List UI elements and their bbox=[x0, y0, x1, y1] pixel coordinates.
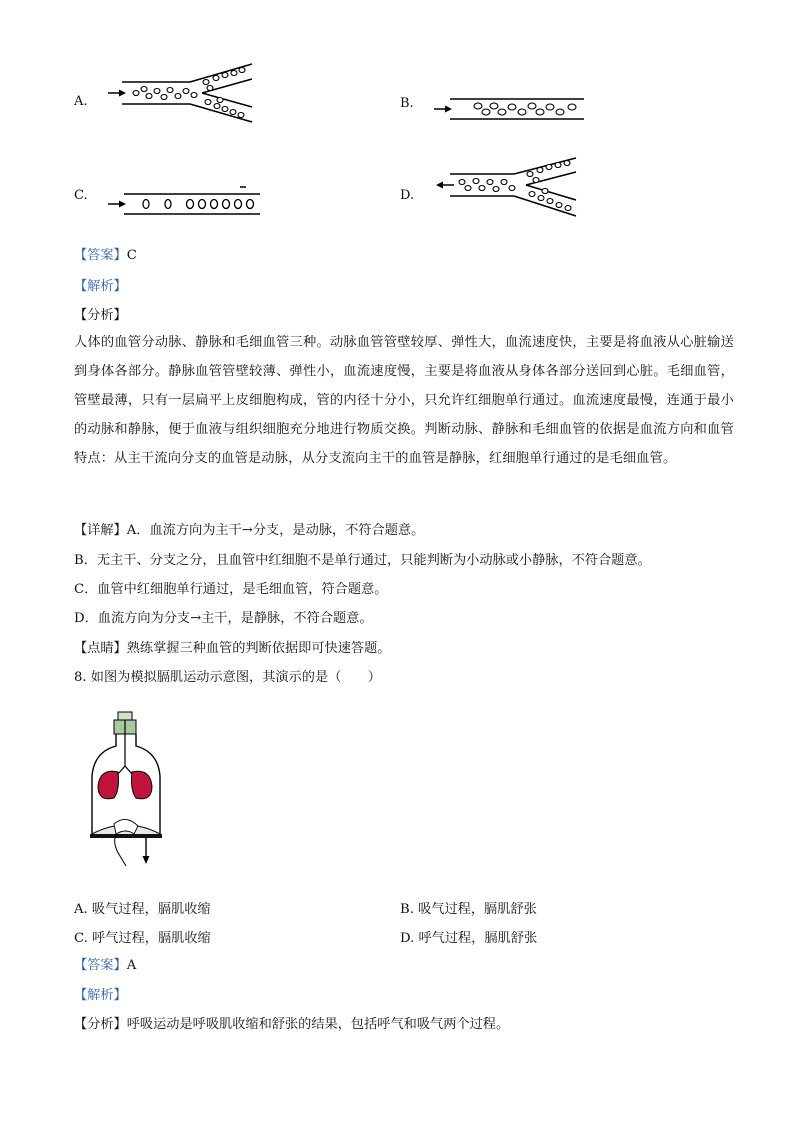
vessel-small-diagram-b bbox=[432, 94, 588, 124]
q7-dianjing-text: 熟练掌握三种血管的判断依据即可快速答题。 bbox=[126, 641, 391, 656]
option-b-label: B. bbox=[400, 96, 414, 111]
q7-detail-b: B．无主干、分支之分，且血管中红细胞不是单行通过，只能判断为小动脉或小静脉，不符合题意。 bbox=[74, 553, 651, 568]
diaphragm-model-figure bbox=[86, 710, 166, 870]
q7-detail-a-line bbox=[74, 522, 424, 540]
q8-analysis-tag: 【解析】 bbox=[74, 988, 127, 1003]
q7-detail-d: D．血流方向为分支→主干，是静脉，不符合题意。 bbox=[74, 611, 373, 626]
vessel-vein-diagram-d bbox=[432, 156, 580, 220]
q8-stem: 8. 如图为模拟膈肌运动示意图，其演示的是（ ） bbox=[74, 670, 381, 685]
q7-answer-value: C bbox=[126, 248, 137, 263]
q7-detail-a: A．血流方向为主干→分支，是动脉，不符合题意。 bbox=[126, 523, 425, 538]
q8-fenxi-line bbox=[74, 1016, 509, 1034]
q7-answer-line bbox=[74, 247, 137, 265]
q8-option-a: A. 吸气过程，膈肌收缩 bbox=[74, 902, 211, 917]
q8-option-b: B. 吸气过程，膈肌舒张 bbox=[400, 902, 537, 917]
q8-option-d: D. 呼气过程，膈肌舒张 bbox=[400, 931, 538, 946]
q8-fenxi-tag: 【分析】 bbox=[74, 1017, 127, 1032]
q7-dianjing-tag: 【点睛】 bbox=[74, 641, 127, 656]
q7-fenxi-paragraph: 人体的血管分动脉、静脉和毛细血管三种。动脉血管管壁较厚、弹性大，血流速度快，主要是将血液从心脏输送到身体各部分。静脉血管管壁较薄、弹性小，血流速度慢，主要是将血液从身体各部分送回到心脏。毛细血管，管壁最薄，只有一层扁平上皮细胞构成，管的内径十分小，只允许红细胞单行通过。血流速度最慢，连通于最小的动脉和静脉，便于血液与组织细胞充分地进行物质交换。判断动脉、静脉和毛细血管的依据是血流方向和血管特点：从主干流向分支的血管是动脉，从分支流向主干的血管是静脉，红细胞单行通过的是毛细血管。 bbox=[74, 335, 734, 466]
q8-fenxi-text: 呼吸运动是呼吸肌收缩和舒张的结果，包括呼气和吸气两个过程。 bbox=[126, 1017, 510, 1032]
vessel-artery-diagram-a bbox=[106, 62, 256, 126]
q8-answer-line bbox=[74, 957, 136, 975]
q7-analysis-tag: 【解析】 bbox=[74, 279, 127, 294]
q7-answer-tag: 【答案】 bbox=[74, 248, 127, 263]
option-d-label: D. bbox=[400, 188, 415, 203]
q8-answer-value: A bbox=[126, 958, 137, 973]
option-c-label: C. bbox=[74, 188, 88, 203]
q7-detail-tag: 【详解】 bbox=[74, 523, 127, 538]
q7-dianjing-line bbox=[74, 640, 391, 658]
vessel-capillary-diagram-c bbox=[106, 184, 266, 218]
q7-detail-c: C．血管中红细胞单行通过，是毛细血管，符合题意。 bbox=[74, 582, 388, 597]
q8-option-c: C. 呼气过程，膈肌收缩 bbox=[74, 931, 211, 946]
option-a-label: A. bbox=[74, 94, 88, 109]
q7-fenxi-tag: 【分析】 bbox=[74, 308, 127, 323]
q8-answer-tag: 【答案】 bbox=[74, 958, 127, 973]
